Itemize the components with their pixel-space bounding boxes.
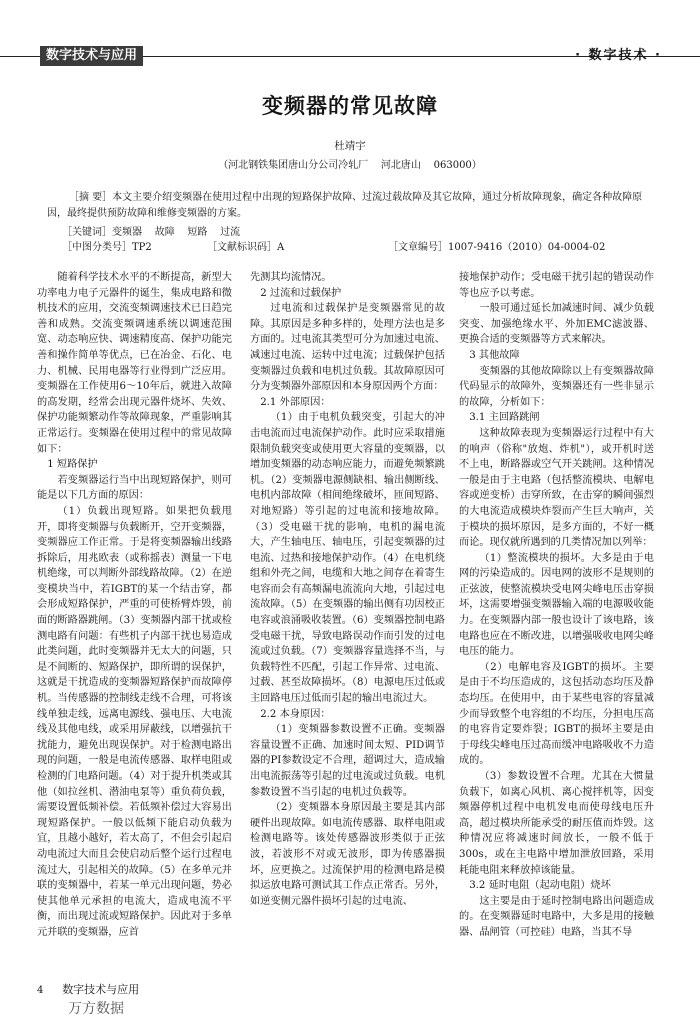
section-heading: 3.2 延时电阻（起动电阻）烧坏 <box>469 880 611 892</box>
body-paragraph: （1）负载出现短路。如果把负载甩开，即将变频器与负载断开，空开变频器，变频器应工作正常。于是将变频器输出线路拆除后，用兆欧表（或称摇表）测量一下电机绝缘，可以判断外部线路故障。（2）在逆变模块当中，若IGBT的某一个结击穿，都会形成短路保护，严重的可使桥臂炸毁，前面的断路器跳闸。（3）变频器内部干扰或检测电路有问题：有些机子内部干扰也易造成此类问题，此时变频器并无太大的问题，只是不间断的、短路保护，即所谓的误保护，这就是干扰造成的变频器短路保护而故障停机。当传感器的控制线走线不合理，可将该线单独走线，远离电源线、强电压、大电流线及其他电线，或采用屏蔽线，以增强抗干扰能力，避免出现误保护。对于检测电路出现的问题，一般是电流传感器、取样电阻或检测的门电路问题。（4）对于提升机类或其他（如拉丝机、潜油电泵等）重负荷负载，需要设置低频补偿。若低频补偿过大容易出现短路保护。一般以低频下能启动负载为宜，且越小越好，若太高了，不但会引起启动电流过大而且会使启动后整个运行过程电流过大，引起相关的故障。（5）在多单元并联的变频器中，若某一单元出现问题，势必使其他单元承担的电流大，造成电流不平衡，而出现过流或短路保护。因此对于多单元并联的变频器，应首 <box>37 505 232 938</box>
body-paragraph: （2）变频器本身原因最主要是其内部硬件出现故障。如电流传感器、取样电阻或检测电路等。该处传感器波形类似于正弦波，若波形不对或无波形，即为传感器损坏，应更换之。过流保护用的检测电路是模拟运放电路可测试其工作点正常否。另外，如逆变侧元器件损坏引起的过电流、 <box>250 802 445 907</box>
affiliation: （河北钢铁集团唐山分公司冷轧厂 河北唐山 063000） <box>218 160 482 171</box>
body-column-2 <box>250 270 445 970</box>
body-paragraph: 过电流和过载保护是变频器常见的故障。其原因是多种多样的，处理方法也是多方面的。过电流其类型可分为加速过电流、减速过电流、运转中过电流；过载保护包括变频器过负载和电机过负载。其故障原因可分为变频器外部原因和本身原因两个方面： <box>250 303 445 393</box>
document-code: ［文献标识码］A <box>207 242 285 253</box>
body-paragraph: （1）由于电机负载突变，引起大的冲击电流而过电流保护动作。此时应采取措施限制负载突变或使用更大容量的变频器，以增加变频器的动态响应能力，而避免频繁跳机。（2）变频器电源侧缺相、输出侧断线、电机内部故障（相间绝缘破坏，匝间短路、对地短路）等引起的过电流和接地故障。（3）受电磁干扰的影响，电机的漏电流大，产生轴电压、轴电压，引起变频器的过电流、过热和接地保护动作。（4）在电机绕组和外壳之间，电缆和大地之间存在着寄生电容而会有高频漏电流流向大地，引起过电流故障。（5）在变频器的输出侧有功因校正电容或浪涌吸收装置。（6）变频器控制电路受电磁干扰，导致电路误动作而引发的过电流或过负载。（7）变频器容量选择不当，与负载特性不匹配，引起工作异常、过电流、过载、甚至故障损坏。（8）电源电压过低或主回路电压过低而引起的输出电流过大。 <box>250 412 445 705</box>
author: 杜靖宇 <box>334 140 366 152</box>
article-title: 变频器的常见故障 <box>262 94 438 118</box>
journal-name: 数字技术与应用 <box>62 983 140 996</box>
section-heading: 2.2 本身原因： <box>260 708 331 720</box>
section-heading: 3.1 主回路跳闸 <box>469 412 540 424</box>
body-column-1 <box>37 270 232 970</box>
body-paragraph: 一般可通过延长加减速时间、减少负载突变、加强绝缘水平、外加EMC滤波器、更换合适的变频器等方式来解决。 <box>459 303 654 346</box>
page-number: 4 <box>37 985 44 996</box>
page-footer <box>37 981 139 997</box>
section-heading: 2 过流和过载保护 <box>260 287 342 299</box>
article-number: ［文章编号］1007-9416（2010）04-0004-02 <box>388 242 606 253</box>
body-paragraph: 随着科学技术水平的不断提高，新型大功率电力电子元器件的诞生，集成电路和微机技术的应用，交流变频调速技术已日趋完善和成熟。交流变频调速系统以调速范围宽、动态响应快、调速精度高、保护功能完善和操作简单等优点，已在冶金、石化、电力、机械、民用电器等行业得到广泛应用。变频器在工作使用6～10年后，就进入故障的高发期，经常会出现元器件烧坏、失效、保护功能频繁动作等故障现象，严重影响其正常运行。变频器在使用过程中的常见故障如下： <box>37 272 232 455</box>
body-paragraph: 若变频器运行当中出现短路保护，则可能是以下几方面的原因： <box>37 474 232 502</box>
keywords: ［关键词］变频器 故障 短路 过流 <box>62 227 241 238</box>
body-paragraph: （3）参数设置不合理。尤其在大惯量负载下，如离心风机、离心搅拌机等，因变频器停机过程中电机发电而使母线电压升高，超过模块所能承受的耐压值而炸毁。这种情况应将减速时间放长，一般不低于300s，或在主电路中增加泄放回路，采用耗能电阻来释放掉该能量。 <box>459 771 654 876</box>
section-label: 数字技术与应用 <box>40 46 143 66</box>
section-label-right: · 数字技术 · <box>575 48 662 63</box>
body-paragraph: 先测其均流情况。 <box>250 272 332 283</box>
watermark: 万方数据 <box>68 1001 124 1017</box>
classification-number: ［中图分类号］TP2 <box>62 242 152 253</box>
body-paragraph: 变频器的其他故障除以上有变频器故障代码显示的故障外，变频器还有一些非显示的故障，分析如下： <box>459 365 654 408</box>
body-paragraph: 这主要是由于延时控制电路出问题造成的。在变频器延时电路中，大多是用的接触器、晶闸管（可控硅）电路，当其不导 <box>459 895 654 938</box>
section-heading: 1 短路保护 <box>47 459 98 471</box>
body-paragraph: （2）电解电容及IGBT的损坏。主要是由于不均压造成的，这包括动态均压及静态均压。在使用中，由于某些电容的容量减少而导致整个电容组的不均压，分担电压高的电容肯定要炸裂；IGBT的损坏主要是由于母线尖峰电压过高而缓冲电路吸收不力造成的。 <box>459 661 654 767</box>
section-heading: 2.1 外部原因： <box>260 396 331 408</box>
body-paragraph: （1）整流模块的损坏。大多是由于电网的污染造成的。因电网的波形不是规则的正弦波，使整流模块受电网尖峰电压击穿损坏，这需要增强变频器输入端的电源吸收能力。在变频器内部一般也设计了该电路，该电路也应在不断改进，以增强吸收电网尖峰电压的能力。 <box>459 552 654 658</box>
section-heading: 3 其他故障 <box>469 349 520 361</box>
body-paragraph: （1）变频器参数设置不正确。变频器容量设置不正确、加速时间太短、PID调节器的PI参数设定不合理，超调过大，造成输出电流振荡等引起的过电流或过负载。电机参数设置不当引起的电机过负载等。 <box>250 724 445 798</box>
abstract: ［摘 要］本文主要介绍变频器在使用过程中出现的短路保护故障、过流过载故障及其它故障，通过分析故障现象，确定各种故障原因，最终提供预防故障和维修变频器的方案。 <box>47 192 643 219</box>
body-paragraph: 这种故障表现为变频器运行过程中有大的响声（俗称"放炮、炸机"），或开机时送不上电，断路器或空气开关跳闸。这种情况一般是由于主电路（包括整流模块、电解电容或逆变桥）击穿所致，在击穿的瞬间强烈的大电流造成模块炸裂而产生巨大响声，关于模块的损坏原因，是多方面的，不好一概而论。现仅就所遇到的几类情况加以列举： <box>459 427 654 549</box>
body-column-3 <box>459 270 654 970</box>
body-paragraph: 接地保护动作；受电磁干扰引起的错误动作等也应予以考虑。 <box>459 272 654 299</box>
